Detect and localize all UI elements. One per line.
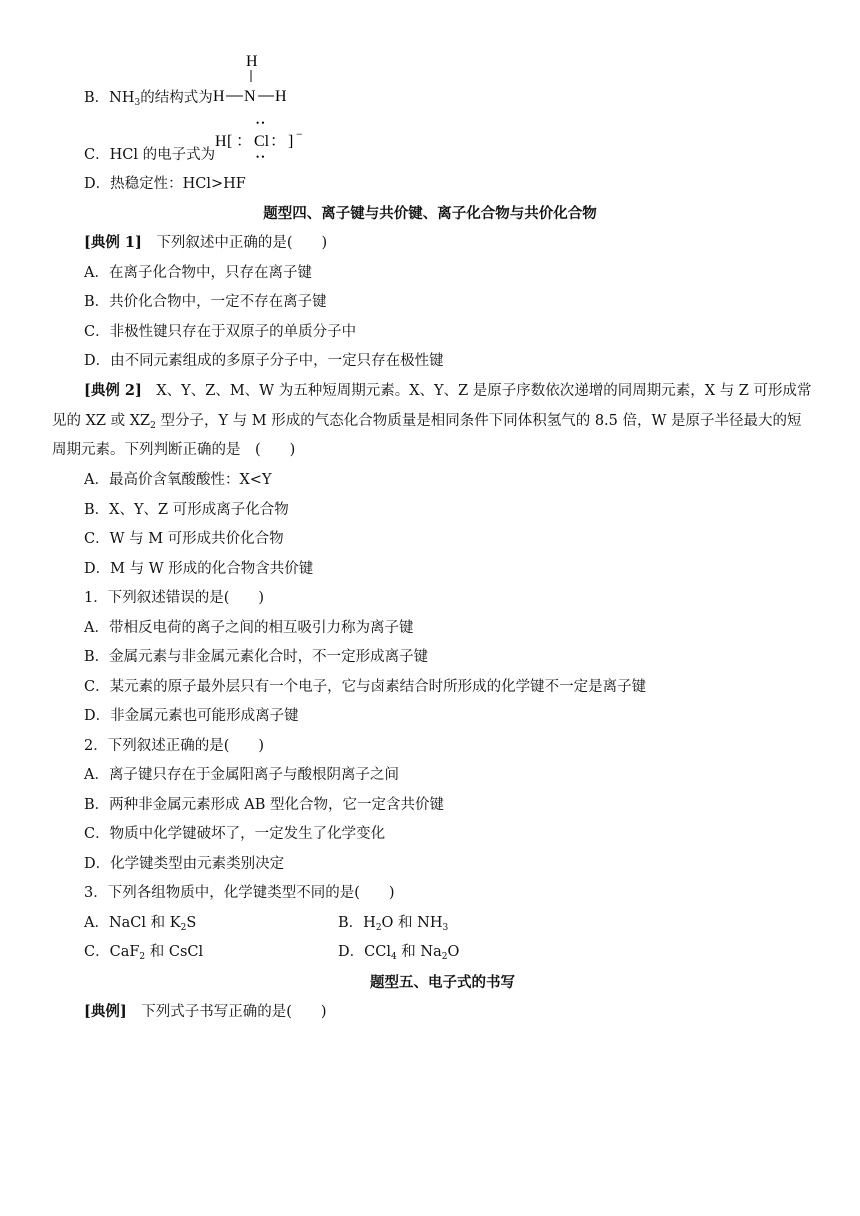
formula-colon-right: ： [270,133,287,150]
electron-dots-top: • • [256,118,265,128]
question-2: 2．下列叙述正确的是( ) [84,738,265,754]
option-b-nh3: B．$NH_3$的结构式为 [84,90,213,108]
formula-left-bracket: [ [227,133,233,150]
example-1-question: [典例 1] 下列叙述中正确的是( ) [84,234,328,251]
section-title-4: 题型四、离子键与共价键、离子化合物与共价化合物 [263,205,597,222]
formula-h: H [215,133,227,150]
q2-option-d: D．化学键类型由元素类别决定 [84,856,285,872]
example-tag: [典例] [84,1003,127,1020]
option-c-hcl: C．HCl 的电子式为 [84,147,216,163]
example-5-question: [典例] 下列式子书写正确的是( ) [84,1003,327,1020]
example-tag: [典例 1] [84,234,142,251]
q2-option-a: A．离子键只存在于金属阳离子与酸根阴离子之间 [84,767,399,783]
q3-row-ab [84,913,784,933]
option-d-stability: D．热稳定性：HCl>HF [84,176,246,192]
formula-atom-n: N [244,88,256,105]
q1-option-a: A．带相反电荷的离子之间的相互吸引力称为离子键 [84,620,414,636]
q3-option-a: A．NaCl 和 $K_2S$ [84,915,197,933]
ex2-option-a: A．最高价含氧酸酸性：X<Y [84,472,272,488]
ex2-option-d: D．M 与 W 形成的化合物含共价键 [84,561,314,577]
formula-atom-h-top: H [246,53,258,70]
example-tag: [典例 2] [84,382,142,399]
formula-right-bracket: ] [288,133,294,150]
question-3: 3．下列各组物质中，化学键类型不同的是( ) [84,885,395,901]
q1-option-c: C．某元素的原子最外层只有一个电子，它与卤素结合时所形成的化学键不一定是离子键 [84,679,647,695]
q3-row-cd [84,942,784,962]
q3-option-d: D．CCl$_4$ 和 $Na_2O$ [338,944,460,962]
q2-option-b: B．两种非金属元素形成 AB 型化合物，它一定含共价键 [84,797,444,813]
formula-atom-h-left: H [213,88,225,105]
ex1-option-a: A．在离子化合物中，只存在离子键 [84,265,312,281]
formula-atom-h-right: H [275,88,287,105]
formula-cl: Cl [254,133,270,150]
q3-option-b: B．$H_2O$ 和 $NH_3$ [338,915,449,933]
electron-dots-bottom: • • [256,152,265,162]
question-1: 1．下列叙述错误的是( ) [84,590,265,606]
q1-option-b: B．金属元素与非金属元素化合时，不一定形成离子键 [84,649,429,665]
ex1-option-d: D．由不同元素组成的多原子分子中，一定只存在极性键 [84,353,444,369]
section-title-5: 题型五、电子式的书写 [370,974,515,991]
example-2-paragraph: [典例 2] X、Y、Z、M、W 为五种短周期元素。X、Y、Z 是原子序数依次递增的同周期元素，X 与 Z 可形成常见的 XZ 或 $XZ_2$ 型分子，Y 与 M 形成的气态化合物质量是相同条件下同体积氢气的 8.5 倍，W 是原子半径最大的短周期元素。下列判断正确的是 ( ) [52,382,812,459]
q2-option-c: C．物质中化学键破坏了，一定发生了化学变化 [84,826,386,842]
ex2-option-c: C．W 与 M 可形成共价化合物 [84,531,284,547]
q3-option-c: C．CaF$_2$ 和 CsCl [84,944,204,962]
ex1-option-b: B．共价化合物中，一定不存在离子键 [84,294,327,310]
nh3-structural-formula [210,50,300,110]
hcl-electron-formula [212,116,322,164]
ex2-option-b: B．X、Y、Z 可形成离子化合物 [84,502,289,518]
q1-option-d: D．非金属元素也可能形成离子键 [84,708,299,724]
formula-charge: − [296,127,303,141]
ex1-option-c: C．非极性键只存在于双原子的单质分子中 [84,324,357,340]
formula-colon-left: ： [236,133,253,150]
